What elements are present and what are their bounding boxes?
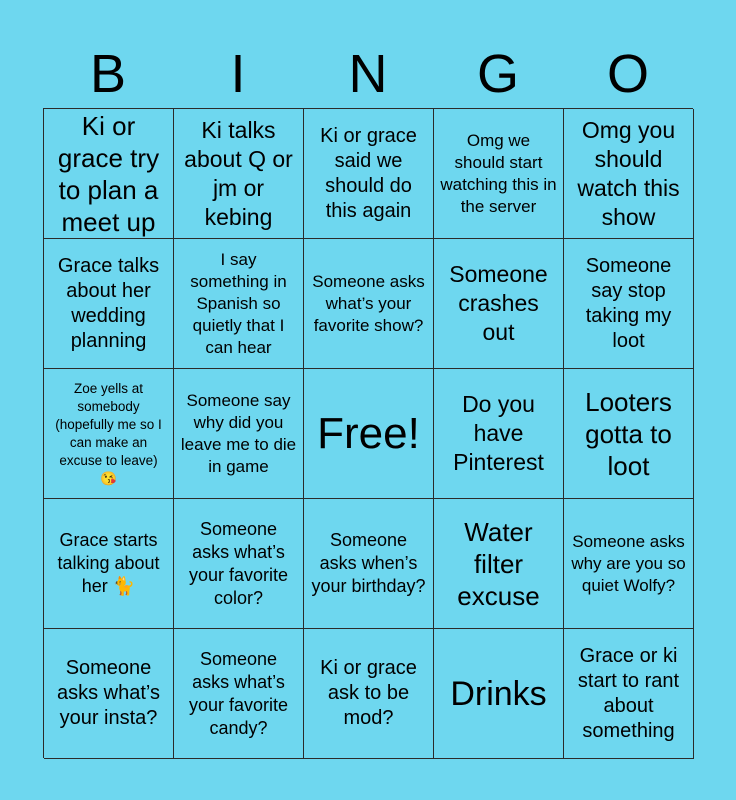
bingo-cell[interactable] (434, 369, 564, 499)
bingo-cell[interactable] (564, 109, 694, 239)
cell-text: Someone asks what’s your favorite show? (312, 271, 425, 335)
bingo-cell[interactable] (434, 239, 564, 369)
bingo-cell[interactable] (44, 109, 174, 239)
cell-text: Someone asks what’s your favorite color? (188, 518, 289, 608)
cell-text: Looters gotta to loot (585, 386, 672, 481)
cell-text: Ki or grace try to plan a meet up (57, 110, 160, 237)
bingo-cell[interactable] (564, 369, 694, 499)
cell-text: Someone say why did you leave me to die in game (180, 390, 297, 476)
header-letter-n: N (348, 44, 388, 104)
header-letter-o: O (606, 44, 649, 104)
cell-text: Someone asks when’s your birthday? (311, 530, 426, 596)
bingo-cell[interactable] (434, 499, 564, 629)
cell-text: I say something in Spanish so quietly that I can hear (190, 249, 287, 357)
cell-text: Ki or grace ask to be mod? (320, 657, 417, 729)
bingo-cell[interactable] (304, 499, 434, 629)
bingo-cell[interactable] (304, 239, 434, 369)
cell-text: Grace or ki start to rant about something (577, 644, 680, 742)
header-letter-i: I (230, 44, 246, 104)
bingo-cell[interactable] (44, 629, 174, 759)
bingo-cell[interactable] (44, 499, 174, 629)
bingo-cell[interactable] (44, 369, 174, 499)
free-space-cell[interactable] (304, 369, 434, 499)
free-space-text: Free! (317, 408, 420, 458)
bingo-cell[interactable] (44, 239, 174, 369)
bingo-cell[interactable] (564, 239, 694, 369)
bingo-cell[interactable] (434, 629, 564, 759)
bingo-cell[interactable] (174, 239, 304, 369)
cell-text: Do you have Pinterest (453, 391, 544, 475)
cell-text: Someone crashes out (449, 261, 548, 345)
header-letter-b: B (89, 44, 127, 104)
cell-text: Grace starts talking about her 🐈 (57, 530, 160, 596)
bingo-cell[interactable] (564, 629, 694, 759)
cell-text: Water filter excuse (457, 516, 540, 611)
bingo-cell[interactable] (174, 369, 304, 499)
cell-text: Omg we should start watching this in the server (440, 130, 557, 216)
bingo-grid (43, 108, 693, 758)
bingo-cell[interactable] (174, 629, 304, 759)
cell-text: Someone asks what’s your insta? (56, 657, 160, 729)
cell-text: Someone asks what’s your favorite candy? (188, 648, 289, 738)
bingo-header (43, 40, 693, 108)
cell-text: Drinks (450, 674, 547, 713)
bingo-cell[interactable] (434, 109, 564, 239)
cell-text: Ki or grace said we should do this again (320, 124, 417, 222)
bingo-cell[interactable] (564, 499, 694, 629)
bingo-cell[interactable] (174, 499, 304, 629)
cell-text: Someone say stop taking my loot (585, 254, 672, 352)
cell-text: Omg you should watch this show (577, 116, 680, 230)
cell-text: Zoe yells at somebody (hopefully me so I can make an excuse to leave) 😘 (55, 380, 162, 486)
cell-text: Someone asks why are you so quiet Wolfy? (571, 531, 686, 595)
bingo-cell[interactable] (304, 109, 434, 239)
cell-text: Grace talks about her wedding planning (57, 254, 160, 352)
bingo-cell[interactable] (174, 109, 304, 239)
cell-text: Ki talks about Q or jm or kebing (184, 116, 293, 230)
bingo-cell[interactable] (304, 629, 434, 759)
header-letter-g: G (476, 44, 519, 104)
